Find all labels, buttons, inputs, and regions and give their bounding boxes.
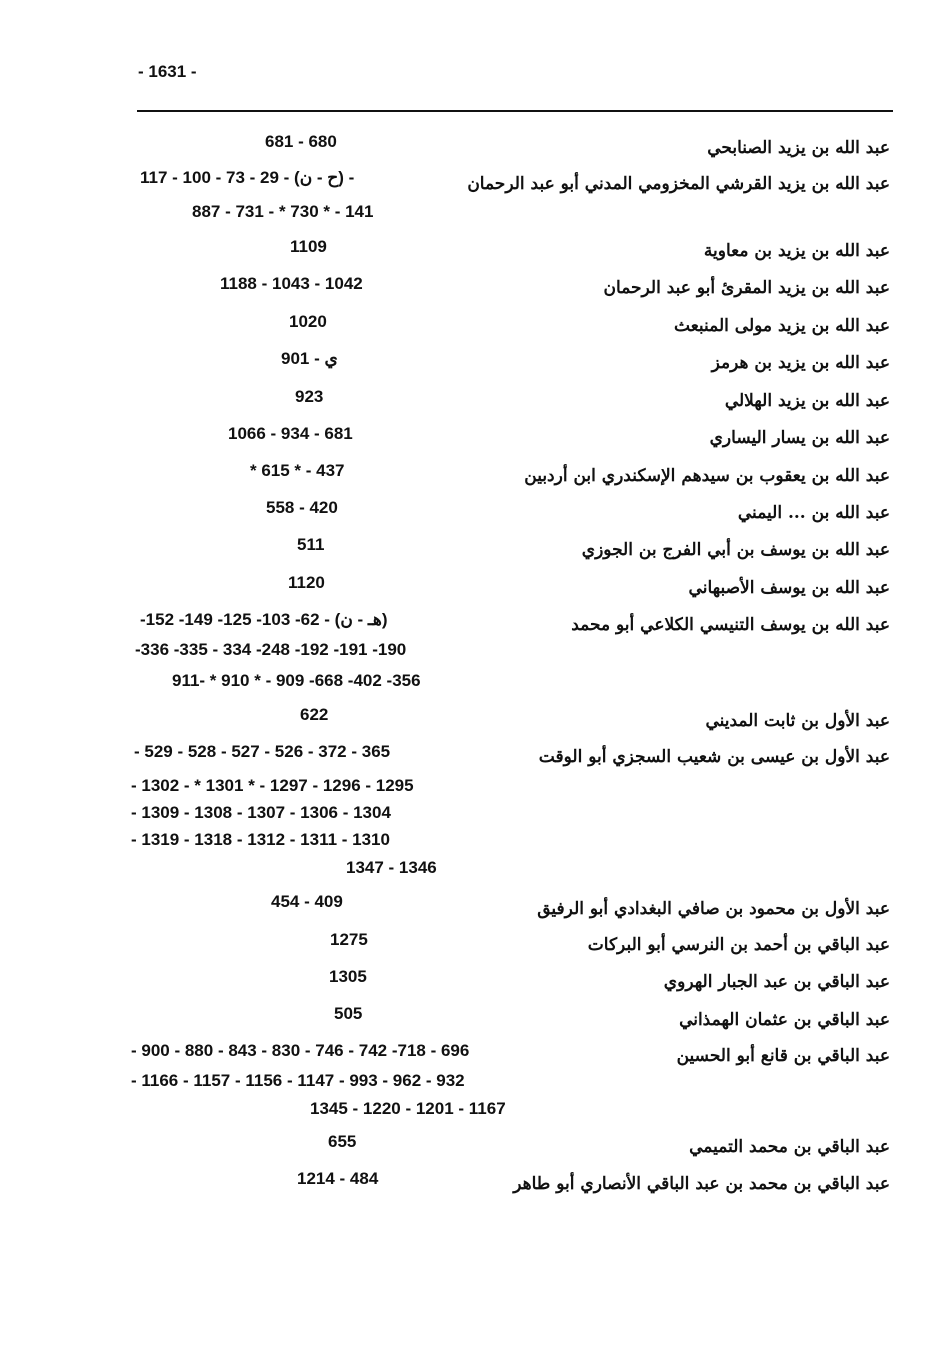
entry-page-refs: 622 bbox=[300, 705, 329, 724]
entry-page-refs: 558 - 420 bbox=[266, 498, 338, 517]
entry-name: عبد الله بن يزيد القرشي المخزومي المدني أبو عبد الرحمان bbox=[467, 174, 890, 194]
entry-page-refs: 887 - 731 - * 730 * - 141 bbox=[192, 202, 374, 221]
entry-page-refs: 1214 - 484 bbox=[297, 1169, 379, 1188]
entry-name: عبد الأول بن عيسى بن شعيب السجزي أبو الوقت bbox=[538, 747, 890, 767]
entry-page-refs: ي - 901 bbox=[281, 349, 338, 368]
entry-page-refs: 1275 bbox=[330, 930, 368, 949]
entry-name: عبد الباقي بن عثمان الهمذاني bbox=[679, 1010, 890, 1030]
entry-page-refs: 454 - 409 bbox=[271, 892, 343, 911]
entry-page-refs: 1305 bbox=[329, 967, 367, 986]
entry-name: عبد الباقي بن محمد التميمي bbox=[689, 1137, 890, 1157]
entry-name: عبد الله بن يزيد المقرئ أبو عبد الرحمان bbox=[603, 278, 890, 298]
entry-name: عبد الله بن يسار اليساري bbox=[709, 428, 890, 448]
entry-page-refs: 1120 bbox=[288, 573, 325, 592]
entry-name: عبد الله بن يزيد الصنابحي bbox=[707, 138, 890, 158]
entry-name: عبد الله بن يوسف التنيسي الكلاعي أبو محمد bbox=[571, 615, 890, 635]
entry-name: عبد الأول بن ثابت المديني bbox=[705, 711, 890, 731]
entry-page-refs: 1109 bbox=[290, 237, 327, 256]
entry-page-refs: -152 -149 -125 -103 -62 - (هـ - ن) bbox=[140, 610, 388, 629]
entry-page-refs: - 529 - 528 - 527 - 526 - 372 - 365 bbox=[134, 742, 391, 761]
entry-name: عبد الباقي بن محمد بن عبد الباقي الأنصاري أبو طاهر bbox=[513, 1174, 890, 1194]
entry-name: عبد الله بن يزيد بن معاوية bbox=[703, 241, 890, 261]
entry-page-refs: - 1309 - 1308 - 1307 - 1306 - 1304 bbox=[131, 803, 391, 822]
entry-name: عبد الباقي بن قانع أبو الحسين bbox=[676, 1046, 890, 1066]
entry-page-refs: - 1302 - * 1301 * - 1297 - 1296 - 1295 bbox=[131, 776, 414, 795]
entry-page-refs: 1020 bbox=[289, 312, 327, 331]
entry-page-refs: -336 -335 - 334 -248 -192 -191 -190 bbox=[135, 640, 407, 659]
entry-page-refs: 923 bbox=[295, 387, 324, 406]
entry-page-refs: - 900 - 880 - 843 - 830 - 746 - 742 -718 - 696 bbox=[131, 1041, 470, 1060]
entry-page-refs: 511 bbox=[297, 535, 325, 554]
entry-name: عبد الأول بن محمود بن صافي البغدادي أبو الرفيق bbox=[537, 899, 890, 919]
entry-page-refs: 1345 - 1220 - 1201 - 1167 bbox=[310, 1099, 506, 1118]
entry-name: عبد الله بن يزيد بن هرمز bbox=[711, 353, 890, 373]
entry-page-refs: 505 bbox=[334, 1004, 363, 1023]
entry-page-refs: - 1319 - 1318 - 1312 - 1311 - 1310 bbox=[131, 830, 390, 849]
entry-page-refs: 1188 - 1043 - 1042 bbox=[220, 274, 363, 293]
entry-name: عبد الباقي بن عبد الجبار الهروي bbox=[663, 972, 890, 992]
entry-name: عبد الله بن يعقوب بن سيدهم الإسكندري ابن أردبين bbox=[524, 466, 890, 486]
entry-page-refs: 117 - 100 - 73 - 29 - (ح - ن) - bbox=[140, 168, 355, 187]
entry-page-refs: 681 - 680 bbox=[265, 132, 337, 151]
entry-name: عبد الله بن يزيد مولى المنبعث bbox=[674, 316, 890, 336]
page-number: - 1631 - bbox=[138, 62, 197, 81]
entry-page-refs: 1066 - 934 - 681 bbox=[228, 424, 353, 443]
entry-page-refs: - 1166 - 1157 - 1156 - 1147 - 993 - 962 - 932 bbox=[131, 1071, 465, 1090]
entry-page-refs: 655 bbox=[328, 1132, 357, 1151]
header-rule bbox=[137, 110, 893, 112]
entry-name: عبد الله بن يوسف بن أبي الفرج بن الجوزي bbox=[581, 540, 890, 560]
entry-page-refs: 1347 - 1346 bbox=[346, 858, 437, 877]
entry-page-refs: 911- * 910 * - 909 -668 -402 -356 bbox=[172, 671, 421, 690]
entry-name: عبد الله بن ... اليمني bbox=[737, 503, 890, 523]
entry-page-refs: * 615 * - 437 bbox=[250, 461, 345, 480]
entry-name: عبد الله بن يزيد الهلالي bbox=[724, 391, 890, 411]
entry-name: عبد الله بن يوسف الأصبهاني bbox=[688, 578, 890, 598]
entry-name: عبد الباقي بن أحمد بن النرسي أبو البركات bbox=[587, 935, 890, 955]
